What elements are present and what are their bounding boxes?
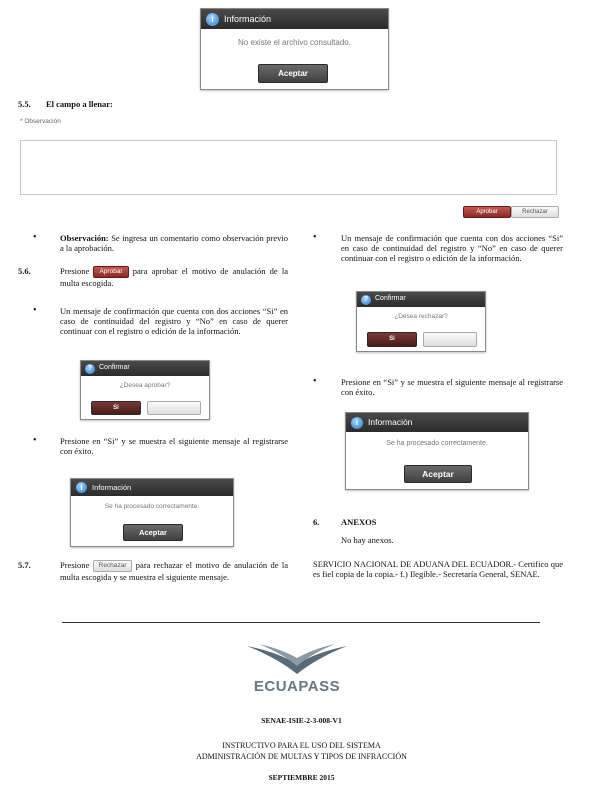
annex-text: No hay anexos. [341, 535, 394, 545]
logo-text: ECUAPASS [253, 678, 341, 695]
bullet-dot: • [313, 232, 317, 243]
info-icon: i [206, 13, 219, 26]
dialog-message: No existe el archivo consultado. [238, 38, 351, 47]
dialog-message: Se ha procesado correctamente. [386, 440, 488, 447]
logo-wings-icon [237, 640, 357, 680]
inline-approve-button: Aprobar [93, 266, 128, 278]
info-dialog-reject [345, 412, 529, 490]
section-title: El campo a llenar: [46, 99, 113, 109]
dialog-header [71, 479, 233, 496]
success-description: Presione en “Si” y se muestra el siguiente mensaje al registrarse con éxito. [341, 377, 563, 398]
certification-text: SERVICIO NACIONAL DE ADUANA DEL ECUADOR.- Certifico que es fiel copia de la copia.- f.) Ilegible.- Secretaría General, SENAE. [313, 559, 563, 580]
footer-divider [62, 622, 540, 623]
dialog-header [81, 361, 209, 376]
observation-textarea[interactable] [20, 140, 557, 195]
section-number: 5.7. [18, 560, 31, 570]
section-number: 5.6. [18, 266, 31, 276]
accept-button[interactable]: Aceptar [404, 465, 472, 483]
question-icon: ? [85, 364, 95, 374]
info-icon: i [351, 417, 363, 429]
approve-instruction: Presione Aprobar para aprobar el motivo de anulación de la multa escogida. [60, 266, 289, 289]
approve-button[interactable]: Aprobar [463, 206, 511, 218]
info-dialog-approve [70, 478, 234, 547]
reject-button[interactable]: Rechazar [511, 206, 559, 218]
confirm-dialog-approve [80, 360, 210, 420]
observation-label: * Observación [20, 118, 61, 125]
dialog-title: Información [92, 483, 132, 492]
bullet-dot: • [33, 435, 37, 446]
dialog-title: Información [368, 417, 413, 428]
accept-button[interactable]: Aceptar [258, 64, 328, 83]
dialog-title: Confirmar [375, 295, 406, 303]
dialog-header [357, 292, 485, 307]
document-title-line2: ADMINISTRACIÓN DE MULTAS Y TIPOS DE INFRACCIÓN [196, 752, 407, 761]
bullet-dot: • [33, 305, 37, 316]
bullet-dot: • [33, 232, 37, 243]
inline-reject-button: Rechazar [93, 560, 133, 572]
dialog-title: Información [224, 13, 272, 24]
dialog-header [201, 9, 388, 29]
document-title-line1: INSTRUCTIVO PARA EL USO DEL SISTEMA [222, 741, 381, 750]
document-date: SEPTIEMBRE 2015 [268, 773, 335, 782]
no-button[interactable] [423, 332, 477, 347]
info-dialog-top [200, 8, 389, 90]
bullet-dot: • [313, 376, 317, 387]
yes-button[interactable]: Si [91, 401, 141, 415]
ecuapass-logo [237, 640, 357, 700]
confirm-description: Un mensaje de confirmación que cuenta con dos acciones “Si” en caso de continuidad del registro y “No” en caso de querer continuar con el registro o edición de la información. [60, 306, 288, 337]
section-title: ANEXOS [341, 517, 377, 527]
dialog-title: Confirmar [99, 364, 130, 372]
dialog-header [346, 413, 528, 432]
dialog-message: ¿Desea aprobar? [119, 382, 171, 389]
dialog-message: Se ha procesado correctamente. [104, 503, 200, 510]
info-icon: i [76, 482, 87, 493]
confirm-dialog-reject [356, 291, 486, 352]
no-button[interactable] [147, 401, 201, 415]
reject-instruction: Presione Rechazar para rechazar el motivo de anulación de la multa escogida y se muestra el siguiente mensaje. [60, 560, 289, 583]
question-icon: ? [361, 295, 371, 305]
confirm-description: Un mensaje de confirmación que cuenta con dos acciones “Si” en caso de continuidad del registro y “No” en caso de querer continuar con el registro o edición de la información. [341, 233, 563, 264]
yes-button[interactable]: Si [367, 332, 417, 347]
accept-button[interactable]: Aceptar [123, 524, 183, 541]
document-code: SENAE-ISIE-2-3-008-V1 [261, 716, 342, 725]
dialog-message: ¿Desea rechazar? [394, 313, 448, 320]
section-number: 6. [313, 517, 320, 527]
success-description: Presione en “Si” y se muestra el siguiente mensaje al registrarse con éxito. [60, 436, 288, 457]
section-number: 5.5. [18, 99, 31, 109]
observation-note: Observación: Se ingresa un comentario como observación previo a la aprobación. [60, 233, 288, 254]
